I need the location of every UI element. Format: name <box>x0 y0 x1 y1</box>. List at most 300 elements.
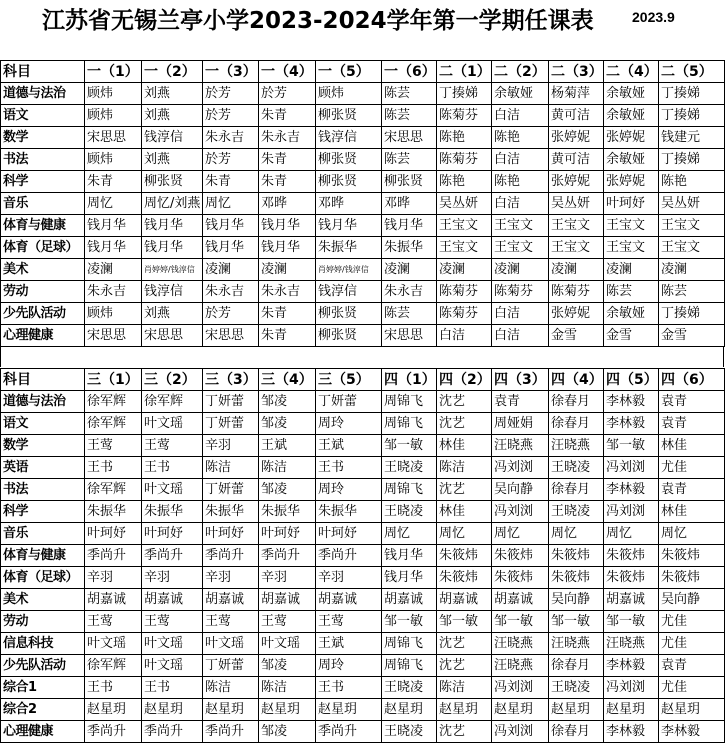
teacher-cell: 吴向静 <box>549 589 604 611</box>
teacher-cell: 叶文瑶 <box>142 413 203 435</box>
table-row <box>1 479 725 501</box>
teacher-cell: 刘燕 <box>142 105 203 127</box>
subject-cell: 体育（足球） <box>1 567 85 589</box>
teacher-cell: 朱青 <box>259 105 316 127</box>
teacher-cell: 丁妍蕾 <box>203 655 259 677</box>
teacher-cell: 朱振华 <box>142 501 203 523</box>
teacher-cell: 余敏娅 <box>604 303 659 325</box>
teacher-cell: 刘燕 <box>142 303 203 325</box>
teacher-cell: 王宝文 <box>549 237 604 259</box>
teacher-cell: 李林毅 <box>604 391 659 413</box>
teacher-cell: 汪晓燕 <box>492 655 549 677</box>
subject-header-cell: 科目 <box>1 369 85 391</box>
class-header-cell: 二（1） <box>437 61 492 83</box>
teacher-cell: 季尚升 <box>142 545 203 567</box>
teacher-cell: 邹凌 <box>259 413 316 435</box>
teacher-cell: 凌澜 <box>437 259 492 281</box>
teacher-cell: 白洁 <box>492 325 549 347</box>
teacher-cell: 叶珂妤 <box>203 523 259 545</box>
teacher-cell: 朱振华 <box>259 501 316 523</box>
teacher-cell: 朱振华 <box>203 501 259 523</box>
teacher-cell: 陈艳 <box>492 171 549 193</box>
teacher-cell: 徐军辉 <box>142 391 203 413</box>
teacher-cell: 周忆 <box>659 523 725 545</box>
teacher-cell: 王晓凌 <box>382 677 437 699</box>
table-row <box>1 325 725 347</box>
teacher-cell: 赵星玥 <box>85 699 142 721</box>
teacher-cell: 林佳 <box>437 435 492 457</box>
class-header-cell: 四（4） <box>549 369 604 391</box>
teacher-cell: 凌澜 <box>382 259 437 281</box>
teacher-cell: 陈菊芬 <box>549 281 604 303</box>
teacher-cell: 叶文瑶 <box>142 633 203 655</box>
teacher-cell: 徐军辉 <box>85 479 142 501</box>
teacher-cell: 王莺 <box>85 435 142 457</box>
teacher-cell: 钱淳信 <box>142 281 203 303</box>
teacher-cell: 王斌 <box>259 435 316 457</box>
class-header-cell: 四（1） <box>382 369 437 391</box>
teacher-cell: 肖婷婷/钱淳信 <box>142 259 203 281</box>
table-row <box>1 457 725 479</box>
teacher-cell: 朱筱炜 <box>437 567 492 589</box>
teacher-cell: 王书 <box>316 677 382 699</box>
teacher-cell: 钱淳信 <box>316 127 382 149</box>
teacher-cell: 叶珂妤 <box>142 523 203 545</box>
teacher-cell: 朱青 <box>259 171 316 193</box>
teacher-cell: 周锦飞 <box>382 391 437 413</box>
teacher-cell: 季尚升 <box>316 721 382 743</box>
teacher-cell: 於芳 <box>203 149 259 171</box>
teacher-cell: 丁揍娣 <box>659 303 725 325</box>
teacher-cell: 尤佳 <box>659 457 725 479</box>
teacher-cell: 邹凌 <box>259 391 316 413</box>
teacher-cell: 朱青 <box>259 303 316 325</box>
teacher-cell: 叶文瑶 <box>203 633 259 655</box>
teacher-cell: 季尚升 <box>203 721 259 743</box>
teacher-cell: 朱筱炜 <box>659 545 725 567</box>
teacher-cell: 钱月华 <box>142 237 203 259</box>
teacher-cell: 朱振华 <box>382 237 437 259</box>
subject-header-cell: 科目 <box>1 61 85 83</box>
teacher-cell: 邹凌 <box>259 479 316 501</box>
schedule-table-grade-1-2 <box>0 60 725 347</box>
table-separator <box>0 347 724 367</box>
teacher-cell: 汪晓燕 <box>549 633 604 655</box>
teacher-cell: 胡嘉诚 <box>142 589 203 611</box>
teacher-cell: 赵星玥 <box>142 699 203 721</box>
teacher-cell: 宋思思 <box>382 325 437 347</box>
teacher-cell: 叶珂妤 <box>316 523 382 545</box>
teacher-cell: 叶珂妤 <box>259 523 316 545</box>
subject-cell: 科学 <box>1 501 85 523</box>
teacher-cell: 周忆/刘燕 <box>142 193 203 215</box>
teacher-cell: 汪晓燕 <box>492 633 549 655</box>
teacher-cell: 王斌 <box>316 633 382 655</box>
teacher-cell: 叶文瑶 <box>142 479 203 501</box>
teacher-cell: 王晓凌 <box>549 501 604 523</box>
table-row <box>1 105 725 127</box>
teacher-cell: 王书 <box>142 677 203 699</box>
subject-cell: 少先队活动 <box>1 303 85 325</box>
teacher-cell: 季尚升 <box>259 545 316 567</box>
teacher-cell: 朱青 <box>259 325 316 347</box>
teacher-cell: 王书 <box>85 677 142 699</box>
teacher-cell: 冯刘浏 <box>604 457 659 479</box>
class-header-cell: 一（4） <box>259 61 316 83</box>
teacher-cell: 徐春月 <box>549 721 604 743</box>
teacher-cell: 王宝文 <box>659 237 725 259</box>
teacher-cell: 王莺 <box>142 611 203 633</box>
teacher-cell: 朱筱炜 <box>549 567 604 589</box>
table-row <box>1 567 725 589</box>
teacher-cell: 林佳 <box>659 435 725 457</box>
teacher-cell: 袁青 <box>659 655 725 677</box>
teacher-cell: 胡嘉诚 <box>437 589 492 611</box>
subject-cell: 书法 <box>1 149 85 171</box>
teacher-cell: 陈洁 <box>259 457 316 479</box>
subject-cell: 书法 <box>1 479 85 501</box>
teacher-cell: 赵星玥 <box>437 699 492 721</box>
teacher-cell: 陈洁 <box>259 677 316 699</box>
teacher-cell: 叶文瑶 <box>259 633 316 655</box>
table-row <box>1 281 725 303</box>
subject-cell: 体育（足球） <box>1 237 85 259</box>
subject-cell: 心理健康 <box>1 325 85 347</box>
teacher-cell: 丁妍蕾 <box>203 391 259 413</box>
teacher-cell: 邹凌 <box>259 655 316 677</box>
teacher-cell: 赵星玥 <box>492 699 549 721</box>
teacher-cell: 邹一敏 <box>604 435 659 457</box>
teacher-cell: 陈洁 <box>203 457 259 479</box>
table-row <box>1 303 725 325</box>
teacher-cell: 金雪 <box>604 325 659 347</box>
teacher-cell: 顾炜 <box>85 303 142 325</box>
teacher-cell: 尤佳 <box>659 611 725 633</box>
teacher-cell: 丁妍蕾 <box>203 479 259 501</box>
teacher-cell: 周锦飞 <box>382 479 437 501</box>
teacher-cell: 王宝文 <box>604 215 659 237</box>
teacher-cell: 汪晓燕 <box>604 633 659 655</box>
teacher-cell: 吴丛妍 <box>549 193 604 215</box>
teacher-cell: 钱月华 <box>142 215 203 237</box>
teacher-cell: 袁青 <box>659 413 725 435</box>
teacher-cell: 丁揍娣 <box>659 105 725 127</box>
teacher-cell: 赵星玥 <box>382 699 437 721</box>
table-row <box>1 611 725 633</box>
teacher-cell: 周锦飞 <box>382 633 437 655</box>
teacher-cell: 朱振华 <box>85 501 142 523</box>
teacher-cell: 朱永吉 <box>382 281 437 303</box>
subject-cell: 美术 <box>1 589 85 611</box>
teacher-cell: 周玲 <box>316 655 382 677</box>
title-row <box>0 0 728 36</box>
subject-cell: 英语 <box>1 457 85 479</box>
teacher-cell: 顾炜 <box>85 105 142 127</box>
class-header-cell: 二（4） <box>604 61 659 83</box>
teacher-cell: 沈艺 <box>437 413 492 435</box>
teacher-cell: 周忆 <box>85 193 142 215</box>
teacher-cell: 朱青 <box>85 171 142 193</box>
table-row <box>1 633 725 655</box>
teacher-cell: 凌澜 <box>659 259 725 281</box>
teacher-cell: 邹一敏 <box>382 611 437 633</box>
teacher-cell: 陈菊芬 <box>437 281 492 303</box>
teacher-cell: 朱筱炜 <box>492 545 549 567</box>
teacher-cell: 杨菊萍 <box>549 83 604 105</box>
subject-cell: 科学 <box>1 171 85 193</box>
teacher-cell: 钱月华 <box>382 215 437 237</box>
class-header-cell: 四（6） <box>659 369 725 391</box>
teacher-cell: 陈芸 <box>382 105 437 127</box>
teacher-cell: 丁揍娣 <box>659 83 725 105</box>
teacher-cell: 吴丛妍 <box>659 193 725 215</box>
teacher-cell: 冯刘浏 <box>604 677 659 699</box>
teacher-cell: 吴向静 <box>492 479 549 501</box>
teacher-cell: 陈芸 <box>604 281 659 303</box>
teacher-cell: 王莺 <box>259 611 316 633</box>
teacher-cell: 赵星玥 <box>659 699 725 721</box>
teacher-cell: 张婷妮 <box>604 171 659 193</box>
teacher-cell: 柳张贤 <box>316 325 382 347</box>
teacher-cell: 凌澜 <box>203 259 259 281</box>
teacher-cell: 朱永吉 <box>203 281 259 303</box>
teacher-cell: 宋思思 <box>85 325 142 347</box>
teacher-cell: 林佳 <box>437 501 492 523</box>
date-label: 2023.9 <box>632 9 675 25</box>
class-header-cell: 四（5） <box>604 369 659 391</box>
subject-cell: 信息科技 <box>1 633 85 655</box>
teacher-cell: 钱月华 <box>382 567 437 589</box>
class-header-cell: 一（6） <box>382 61 437 83</box>
table-row <box>1 391 725 413</box>
subject-cell: 少先队活动 <box>1 655 85 677</box>
teacher-cell: 白洁 <box>437 325 492 347</box>
teacher-cell: 於芳 <box>259 83 316 105</box>
teacher-cell: 朱永吉 <box>259 281 316 303</box>
teacher-cell: 柳张贤 <box>316 171 382 193</box>
teacher-cell: 周忆 <box>437 523 492 545</box>
subject-cell: 音乐 <box>1 193 85 215</box>
teacher-cell: 冯刘浏 <box>604 501 659 523</box>
class-header-cell: 二（2） <box>492 61 549 83</box>
teacher-cell: 李林毅 <box>604 721 659 743</box>
teacher-cell: 赵星玥 <box>604 699 659 721</box>
table-row <box>1 149 725 171</box>
subject-cell: 语文 <box>1 413 85 435</box>
teacher-cell: 白洁 <box>492 193 549 215</box>
teacher-cell: 王书 <box>85 457 142 479</box>
teacher-cell: 周娅娟 <box>492 413 549 435</box>
teacher-cell: 丁妍蕾 <box>203 413 259 435</box>
teacher-cell: 辛羽 <box>259 567 316 589</box>
teacher-cell: 丁妍蕾 <box>316 391 382 413</box>
subject-cell: 音乐 <box>1 523 85 545</box>
teacher-cell: 钱月华 <box>203 215 259 237</box>
teacher-cell: 叶珂妤 <box>85 523 142 545</box>
teacher-cell: 张婷妮 <box>604 127 659 149</box>
teacher-cell: 王斌 <box>316 435 382 457</box>
teacher-cell: 钱建元 <box>659 127 725 149</box>
teacher-cell: 徐春月 <box>549 413 604 435</box>
teacher-cell: 张婷妮 <box>549 171 604 193</box>
schedule-table-grade-3-4 <box>0 368 725 743</box>
subject-cell: 语文 <box>1 105 85 127</box>
table-row <box>1 413 725 435</box>
teacher-cell: 王宝文 <box>549 215 604 237</box>
teacher-cell: 季尚升 <box>203 545 259 567</box>
teacher-cell: 宋思思 <box>203 325 259 347</box>
teacher-cell: 陈菊芬 <box>437 303 492 325</box>
teacher-cell: 沈艺 <box>437 479 492 501</box>
teacher-cell: 徐军辉 <box>85 413 142 435</box>
teacher-cell: 冯刘浏 <box>492 501 549 523</box>
table-row <box>1 171 725 193</box>
class-header-cell: 三（2） <box>142 369 203 391</box>
teacher-cell: 王宝文 <box>659 215 725 237</box>
class-header-cell: 一（3） <box>203 61 259 83</box>
teacher-cell: 邹一敏 <box>437 611 492 633</box>
teacher-cell: 朱青 <box>259 149 316 171</box>
teacher-cell: 凌澜 <box>604 259 659 281</box>
class-header-cell: 三（1） <box>85 369 142 391</box>
teacher-cell: 陈菊芬 <box>492 281 549 303</box>
teacher-cell: 季尚升 <box>85 721 142 743</box>
teacher-cell: 王晓凌 <box>382 457 437 479</box>
class-header-cell: 三（3） <box>203 369 259 391</box>
teacher-cell: 辛羽 <box>316 567 382 589</box>
teacher-cell: 朱永吉 <box>203 127 259 149</box>
teacher-cell: 陈艳 <box>659 171 725 193</box>
teacher-cell: 陈菊芬 <box>437 105 492 127</box>
teacher-cell: 季尚升 <box>316 545 382 567</box>
teacher-cell: 吴向静 <box>659 589 725 611</box>
teacher-cell: 胡嘉诚 <box>316 589 382 611</box>
teacher-cell: 邓晔 <box>259 193 316 215</box>
teacher-cell: 李林毅 <box>604 479 659 501</box>
teacher-cell: 周忆 <box>549 523 604 545</box>
teacher-cell: 朱振华 <box>316 237 382 259</box>
teacher-cell: 胡嘉诚 <box>259 589 316 611</box>
teacher-cell: 於芳 <box>203 83 259 105</box>
class-header-cell: 二（5） <box>659 61 725 83</box>
teacher-cell: 周忆 <box>492 523 549 545</box>
teacher-cell: 白洁 <box>492 105 549 127</box>
teacher-cell: 胡嘉诚 <box>203 589 259 611</box>
subject-cell: 劳动 <box>1 281 85 303</box>
teacher-cell: 李林毅 <box>604 655 659 677</box>
teacher-cell: 朱筱炜 <box>604 567 659 589</box>
teacher-cell: 朱筱炜 <box>492 567 549 589</box>
teacher-cell: 辛羽 <box>203 567 259 589</box>
teacher-cell: 宋思思 <box>142 325 203 347</box>
teacher-cell: 李林毅 <box>659 721 725 743</box>
teacher-cell: 王莺 <box>142 435 203 457</box>
teacher-cell: 周忆 <box>382 523 437 545</box>
teacher-cell: 王莺 <box>316 611 382 633</box>
teacher-cell: 朱青 <box>203 171 259 193</box>
teacher-cell: 黄可洁 <box>549 105 604 127</box>
teacher-cell: 柳张贤 <box>316 303 382 325</box>
class-header-cell: 一（2） <box>142 61 203 83</box>
teacher-cell: 钱月华 <box>316 215 382 237</box>
teacher-cell: 朱筱炜 <box>659 567 725 589</box>
teacher-cell: 沈艺 <box>437 655 492 677</box>
teacher-cell: 凌澜 <box>259 259 316 281</box>
class-header-cell: 四（2） <box>437 369 492 391</box>
teacher-cell: 刘燕 <box>142 149 203 171</box>
teacher-cell: 王晓凌 <box>382 721 437 743</box>
teacher-cell: 陈艳 <box>492 127 549 149</box>
teacher-cell: 汪晓燕 <box>492 435 549 457</box>
teacher-cell: 邓晔 <box>316 193 382 215</box>
teacher-cell: 王莺 <box>203 611 259 633</box>
teacher-cell: 黄可洁 <box>549 149 604 171</box>
teacher-cell: 邹一敏 <box>382 435 437 457</box>
teacher-cell: 周忆 <box>203 193 259 215</box>
teacher-cell: 赵星玥 <box>549 699 604 721</box>
class-header-cell: 一（5） <box>316 61 382 83</box>
teacher-cell: 钱月华 <box>203 237 259 259</box>
header-row <box>1 61 725 83</box>
teacher-cell: 胡嘉诚 <box>492 589 549 611</box>
teacher-cell: 邹一敏 <box>549 611 604 633</box>
teacher-cell: 赵星玥 <box>259 699 316 721</box>
teacher-cell: 张婷妮 <box>549 127 604 149</box>
teacher-cell: 尤佳 <box>659 633 725 655</box>
subject-cell: 体育与健康 <box>1 545 85 567</box>
teacher-cell: 徐军辉 <box>85 655 142 677</box>
table-row <box>1 501 725 523</box>
teacher-cell: 邹一敏 <box>604 611 659 633</box>
teacher-cell: 朱筱炜 <box>604 545 659 567</box>
subject-cell: 劳动 <box>1 611 85 633</box>
teacher-cell: 柳张贤 <box>142 171 203 193</box>
teacher-cell: 沈艺 <box>437 633 492 655</box>
teacher-cell: 柳张贤 <box>382 171 437 193</box>
teacher-cell: 胡嘉诚 <box>85 589 142 611</box>
table-row <box>1 435 725 457</box>
teacher-cell: 丁揍娣 <box>437 83 492 105</box>
teacher-cell: 王晓凌 <box>382 501 437 523</box>
teacher-cell: 王书 <box>142 457 203 479</box>
teacher-cell: 凌澜 <box>549 259 604 281</box>
teacher-cell: 余敏娅 <box>604 105 659 127</box>
class-header-cell: 二（3） <box>549 61 604 83</box>
teacher-cell: 陈艳 <box>437 171 492 193</box>
teacher-cell: 钱淳信 <box>316 281 382 303</box>
teacher-cell: 白洁 <box>492 303 549 325</box>
teacher-cell: 钱月华 <box>259 215 316 237</box>
subject-cell: 心理健康 <box>1 721 85 743</box>
class-header-cell: 三（4） <box>259 369 316 391</box>
table-row <box>1 655 725 677</box>
teacher-cell: 柳张贤 <box>316 149 382 171</box>
teacher-cell: 宋思思 <box>85 127 142 149</box>
teacher-cell: 王书 <box>316 457 382 479</box>
teacher-cell: 王莺 <box>85 611 142 633</box>
teacher-cell: 林佳 <box>659 501 725 523</box>
subject-cell: 综合1 <box>1 677 85 699</box>
teacher-cell: 柳张贤 <box>316 105 382 127</box>
teacher-cell: 王宝文 <box>437 215 492 237</box>
teacher-cell: 叶珂妤 <box>604 193 659 215</box>
class-header-cell: 一（1） <box>85 61 142 83</box>
teacher-cell: 周玲 <box>316 479 382 501</box>
teacher-cell: 袁青 <box>659 479 725 501</box>
teacher-cell: 徐春月 <box>549 655 604 677</box>
teacher-cell: 陈菊芬 <box>437 149 492 171</box>
teacher-cell: 宋思思 <box>382 127 437 149</box>
